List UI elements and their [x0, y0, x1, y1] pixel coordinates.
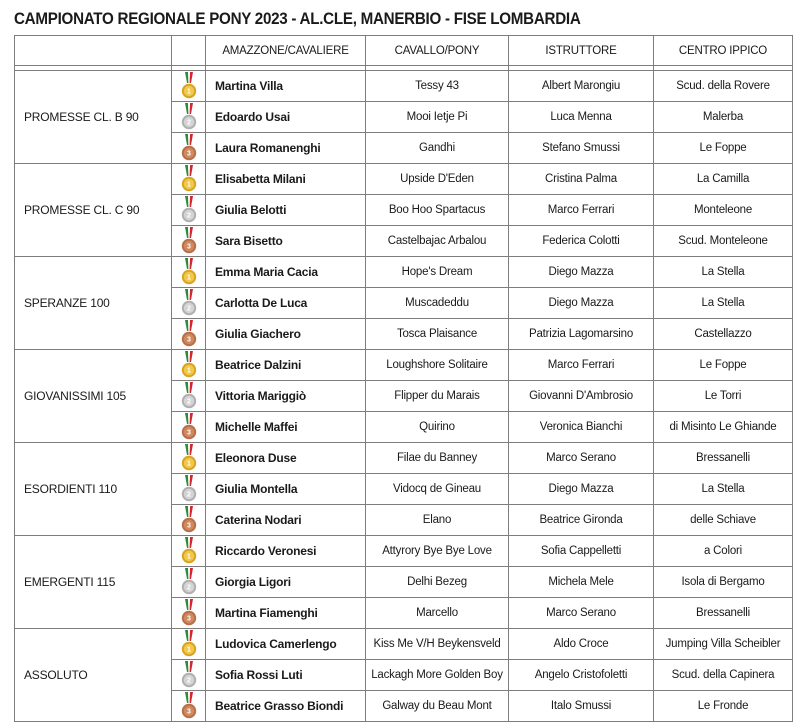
- table-header-row: [15, 36, 793, 66]
- rider-name: Michelle Maffei: [206, 412, 366, 443]
- bronze-medal-icon: [181, 692, 197, 720]
- table-row: [15, 536, 793, 567]
- horse-name: Kiss Me V/H Beykensveld: [366, 629, 509, 660]
- horse-name: Delhi Bezeg: [366, 567, 509, 598]
- category-group: [15, 71, 793, 164]
- bronze-medal-icon: [181, 227, 197, 255]
- riding-center: Bressanelli: [654, 598, 793, 629]
- table-row: [15, 71, 793, 102]
- category-group: [15, 443, 793, 536]
- category-name: SPERANZE 100: [15, 257, 172, 350]
- category-name: EMERGENTI 115: [15, 536, 172, 629]
- gold-medal-icon: [181, 351, 197, 379]
- medal-cell: [172, 536, 206, 567]
- rider-name: Giulia Belotti: [206, 195, 366, 226]
- instructor-name: Marco Serano: [509, 598, 654, 629]
- gold-medal-icon: [181, 630, 197, 658]
- horse-name: Loughshore Solitaire: [366, 350, 509, 381]
- svg-text:1: 1: [186, 181, 191, 189]
- rider-name: Giulia Montella: [206, 474, 366, 505]
- medal-cell: [172, 660, 206, 691]
- svg-text:2: 2: [186, 305, 191, 313]
- gold-medal-icon: [181, 444, 197, 472]
- riding-center: a Colori: [654, 536, 793, 567]
- riding-center: La Stella: [654, 288, 793, 319]
- medal-cell: [172, 412, 206, 443]
- svg-text:3: 3: [186, 708, 191, 716]
- instructor-name: Beatrice Gironda: [509, 505, 654, 536]
- instructor-name: Albert Marongiu: [509, 71, 654, 102]
- horse-name: Flipper du Marais: [366, 381, 509, 412]
- instructor-name: Veronica Bianchi: [509, 412, 654, 443]
- table-row: [15, 629, 793, 660]
- svg-text:2: 2: [186, 677, 191, 685]
- svg-text:1: 1: [186, 274, 191, 282]
- category-name: GIOVANISSIMI 105: [15, 350, 172, 443]
- silver-medal-icon: [181, 661, 197, 689]
- riding-center: Malerba: [654, 102, 793, 133]
- silver-medal-icon: [181, 382, 197, 410]
- rider-name: Giulia Giachero: [206, 319, 366, 350]
- horse-name: Tosca Plaisance: [366, 319, 509, 350]
- medal-cell: [172, 381, 206, 412]
- instructor-name: Stefano Smussi: [509, 133, 654, 164]
- header-rider: AMAZZONE/CAVALIERE: [206, 36, 366, 66]
- instructor-name: Michela Mele: [509, 567, 654, 598]
- rider-name: Caterina Nodari: [206, 505, 366, 536]
- horse-name: Vidocq de Gineau: [366, 474, 509, 505]
- riding-center: Scud. della Rovere: [654, 71, 793, 102]
- instructor-name: Italo Smussi: [509, 691, 654, 722]
- riding-center: Bressanelli: [654, 443, 793, 474]
- medal-cell: [172, 71, 206, 102]
- header-center: CENTRO IPPICO: [654, 36, 793, 66]
- svg-text:1: 1: [186, 88, 191, 96]
- instructor-name: Giovanni D'Ambrosio: [509, 381, 654, 412]
- rider-name: Sara Bisetto: [206, 226, 366, 257]
- medal-cell: [172, 257, 206, 288]
- svg-text:3: 3: [186, 429, 191, 437]
- instructor-name: Federica Colotti: [509, 226, 654, 257]
- svg-text:1: 1: [186, 553, 191, 561]
- riding-center: Le Fronde: [654, 691, 793, 722]
- medal-cell: [172, 505, 206, 536]
- rider-name: Emma Maria Cacia: [206, 257, 366, 288]
- instructor-name: Angelo Cristofoletti: [509, 660, 654, 691]
- horse-name: Hope's Dream: [366, 257, 509, 288]
- svg-text:1: 1: [186, 460, 191, 468]
- instructor-name: Luca Menna: [509, 102, 654, 133]
- medal-cell: [172, 691, 206, 722]
- medal-cell: [172, 319, 206, 350]
- riding-center: Le Foppe: [654, 350, 793, 381]
- instructor-name: Marco Ferrari: [509, 195, 654, 226]
- gold-medal-icon: [181, 165, 197, 193]
- category-group: [15, 257, 793, 350]
- silver-medal-icon: [181, 289, 197, 317]
- rider-name: Martina Fiamenghi: [206, 598, 366, 629]
- svg-text:3: 3: [186, 336, 191, 344]
- horse-name: Galway du Beau Mont: [366, 691, 509, 722]
- rider-name: Ludovica Camerlengo: [206, 629, 366, 660]
- rider-name: Giorgia Ligori: [206, 567, 366, 598]
- instructor-name: Diego Mazza: [509, 288, 654, 319]
- riding-center: La Camilla: [654, 164, 793, 195]
- silver-medal-icon: [181, 475, 197, 503]
- header-horse: CAVALLO/PONY: [366, 36, 509, 66]
- medal-cell: [172, 350, 206, 381]
- horse-name: Lackagh More Golden Boy: [366, 660, 509, 691]
- horse-name: Marcello: [366, 598, 509, 629]
- horse-name: Upside D'Eden: [366, 164, 509, 195]
- category-name: ESORDIENTI 110: [15, 443, 172, 536]
- riding-center: Le Torri: [654, 381, 793, 412]
- svg-text:3: 3: [186, 243, 191, 251]
- silver-medal-icon: [181, 103, 197, 131]
- rider-name: Eleonora Duse: [206, 443, 366, 474]
- category-group: [15, 164, 793, 257]
- riding-center: Scud. della Capinera: [654, 660, 793, 691]
- table-row: [15, 350, 793, 381]
- gold-medal-icon: [181, 72, 197, 100]
- category-group: [15, 536, 793, 629]
- silver-medal-icon: [181, 196, 197, 224]
- riding-center: Isola di Bergamo: [654, 567, 793, 598]
- horse-name: Attyrory Bye Bye Love: [366, 536, 509, 567]
- category-name: PROMESSE CL. C 90: [15, 164, 172, 257]
- svg-text:3: 3: [186, 150, 191, 158]
- riding-center: Monteleone: [654, 195, 793, 226]
- category-name: ASSOLUTO: [15, 629, 172, 722]
- header-instructor: ISTRUTTORE: [509, 36, 654, 66]
- medal-cell: [172, 102, 206, 133]
- svg-text:2: 2: [186, 398, 191, 406]
- medal-cell: [172, 226, 206, 257]
- rider-name: Carlotta De Luca: [206, 288, 366, 319]
- riding-center: La Stella: [654, 474, 793, 505]
- header-category: [15, 36, 172, 66]
- bronze-medal-icon: [181, 134, 197, 162]
- rider-name: Edoardo Usai: [206, 102, 366, 133]
- bronze-medal-icon: [181, 506, 197, 534]
- rider-name: Beatrice Dalzini: [206, 350, 366, 381]
- riding-center: di Misinto Le Ghiande: [654, 412, 793, 443]
- svg-text:2: 2: [186, 212, 191, 220]
- bronze-medal-icon: [181, 320, 197, 348]
- riding-center: delle Schiave: [654, 505, 793, 536]
- instructor-name: Marco Ferrari: [509, 350, 654, 381]
- category-group: [15, 350, 793, 443]
- horse-name: Tessy 43: [366, 71, 509, 102]
- rider-name: Elisabetta Milani: [206, 164, 366, 195]
- instructor-name: Diego Mazza: [509, 474, 654, 505]
- medal-cell: [172, 598, 206, 629]
- horse-name: Quirino: [366, 412, 509, 443]
- gold-medal-icon: [181, 258, 197, 286]
- horse-name: Castelbajac Arbalou: [366, 226, 509, 257]
- medal-cell: [172, 164, 206, 195]
- instructor-name: Patrizia Lagomarsino: [509, 319, 654, 350]
- medal-cell: [172, 288, 206, 319]
- instructor-name: Cristina Palma: [509, 164, 654, 195]
- horse-name: Filae du Banney: [366, 443, 509, 474]
- horse-name: Muscadeddu: [366, 288, 509, 319]
- medal-cell: [172, 629, 206, 660]
- bronze-medal-icon: [181, 599, 197, 627]
- results-table: [14, 35, 793, 722]
- medal-cell: [172, 133, 206, 164]
- page-title: CAMPIONATO REGIONALE PONY 2023 - AL.CLE, MANERBIO - FISE LOMBARDIA: [14, 10, 581, 28]
- category-group: [15, 629, 793, 722]
- horse-name: Elano: [366, 505, 509, 536]
- riding-center: La Stella: [654, 257, 793, 288]
- category-name: PROMESSE CL. B 90: [15, 71, 172, 164]
- instructor-name: Sofia Cappelletti: [509, 536, 654, 567]
- rider-name: Riccardo Veronesi: [206, 536, 366, 567]
- medal-cell: [172, 567, 206, 598]
- silver-medal-icon: [181, 568, 197, 596]
- riding-center: Castellazzo: [654, 319, 793, 350]
- header-medal: [172, 36, 206, 66]
- rider-name: Martina Villa: [206, 71, 366, 102]
- svg-text:1: 1: [186, 367, 191, 375]
- rider-name: Laura Romanenghi: [206, 133, 366, 164]
- svg-text:3: 3: [186, 522, 191, 530]
- table-row: [15, 257, 793, 288]
- horse-name: Gandhi: [366, 133, 509, 164]
- instructor-name: Marco Serano: [509, 443, 654, 474]
- rider-name: Vittoria Mariggiò: [206, 381, 366, 412]
- svg-text:1: 1: [186, 646, 191, 654]
- table-row: [15, 443, 793, 474]
- gold-medal-icon: [181, 537, 197, 565]
- instructor-name: Diego Mazza: [509, 257, 654, 288]
- rider-name: Beatrice Grasso Biondi: [206, 691, 366, 722]
- table-row: [15, 164, 793, 195]
- medal-cell: [172, 443, 206, 474]
- svg-text:2: 2: [186, 491, 191, 499]
- riding-center: Scud. Monteleone: [654, 226, 793, 257]
- rider-name: Sofia Rossi Luti: [206, 660, 366, 691]
- riding-center: Jumping Villa Scheibler: [654, 629, 793, 660]
- medal-cell: [172, 474, 206, 505]
- bronze-medal-icon: [181, 413, 197, 441]
- horse-name: Boo Hoo Spartacus: [366, 195, 509, 226]
- svg-text:2: 2: [186, 584, 191, 592]
- svg-text:2: 2: [186, 119, 191, 127]
- riding-center: Le Foppe: [654, 133, 793, 164]
- horse-name: Mooi Ietje Pi: [366, 102, 509, 133]
- svg-text:3: 3: [186, 615, 191, 623]
- medal-cell: [172, 195, 206, 226]
- instructor-name: Aldo Croce: [509, 629, 654, 660]
